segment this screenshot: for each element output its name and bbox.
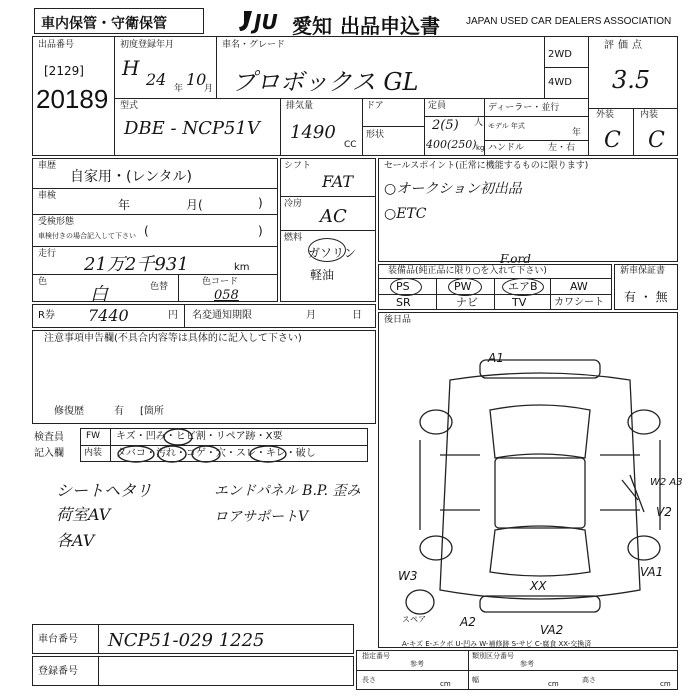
remark-right-1: エンドパネル B.P. 歪み: [214, 483, 361, 499]
diagram-mark-va1: VA1: [640, 565, 664, 579]
type-label: 型式: [120, 101, 139, 111]
capacity-value: 2(5): [432, 118, 459, 133]
storage-label-box: [34, 8, 204, 34]
repair-label: 修復歴: [54, 406, 84, 417]
size-length-label: 長さ: [362, 676, 376, 684]
fuel-diesel: 軽油: [310, 268, 335, 282]
chassis-label: 車台番号: [38, 634, 78, 645]
interior-label: 内装: [640, 110, 659, 120]
displacement-label: 排気量: [286, 101, 314, 111]
equipment-label: 装備品(純正品に限り○を入れて下さい): [388, 266, 547, 276]
recycle-value: 7440: [88, 306, 129, 325]
damage-legend: A-キズ E-エクボ U-凹み W-補修跡 S-サビ C-腐食 XX-交換済: [402, 640, 592, 648]
inspection-close: ): [258, 196, 263, 210]
recycle-label: R券: [38, 310, 55, 321]
shift-label: シフト: [284, 161, 312, 171]
rating-label: 評価点: [604, 40, 646, 51]
diagram-mark-w3: W3: [398, 569, 418, 583]
repair-suffix: [箇所: [140, 406, 164, 417]
equip-sr: SR: [396, 296, 411, 309]
wd2-label: 2WD: [548, 49, 572, 60]
registration-month-unit: 月: [204, 84, 214, 94]
handle-label: ハンドル: [488, 143, 525, 153]
remark-right-2: ロアサポートV: [214, 509, 309, 525]
postscript-label: 後日品: [384, 315, 412, 325]
size-width-unit: cm: [548, 680, 559, 688]
color-code-label: 色コード: [202, 277, 239, 287]
equip-pw: PW: [454, 280, 472, 293]
receipt-note: 車検付きの場合記入して下さい: [38, 232, 136, 240]
shift-value: FAT: [322, 172, 354, 191]
receipt-open: (: [144, 224, 149, 238]
model-label: 車名・グレード: [222, 40, 286, 50]
ju-logo: [238, 9, 290, 33]
history-label: 車歴: [38, 161, 57, 171]
recycle-unit: 円: [168, 310, 178, 321]
inspection-month-unit: 月(: [186, 198, 203, 212]
spec-label: 指定番号: [362, 652, 390, 660]
diagram-mark-a1: A1: [488, 351, 504, 365]
prefecture-title: 愛知: [292, 16, 332, 38]
inspector-row1-head: FW: [86, 431, 101, 441]
equip-pw-circle: [448, 278, 482, 296]
lot-number: 20189: [36, 84, 109, 114]
lot-label: 出品番号: [38, 40, 75, 50]
remark-left-3: 各AV: [56, 531, 95, 550]
displacement-unit: CC: [344, 140, 357, 150]
plate-label: 登録番号: [38, 666, 78, 677]
notice-label: 名変通知期限: [192, 310, 252, 321]
equip-leather-seat: カワシート: [554, 297, 604, 308]
inspector-label-bottom: 記入欄: [34, 448, 64, 459]
exterior-label: 外装: [596, 110, 615, 120]
notice-day: 日: [352, 310, 362, 321]
model-value: プロボックス GL: [232, 68, 419, 96]
equip-ps-circle: [390, 278, 422, 296]
diagram-mark-w2a3: W2 A3: [650, 477, 683, 488]
ju-logo-icon: [238, 9, 290, 33]
dealer-label: ディーラー・並行: [488, 103, 560, 113]
equip-tv: TV: [512, 296, 527, 309]
plate-row: [32, 656, 354, 686]
size-height-unit: cm: [660, 680, 671, 688]
equip-navi: ナビ: [456, 296, 478, 309]
size-width-label: 幅: [472, 676, 479, 684]
color-change-label: 色替: [150, 282, 169, 292]
registration-month: 10: [186, 70, 207, 89]
selling-point-1: ○オークション初出品: [384, 181, 522, 197]
warranty-options: 有 ・ 無: [624, 290, 668, 304]
mileage-unit: km: [234, 262, 250, 273]
selling-points-label: セールスポイント(正常に機能するものに限ります): [384, 161, 589, 171]
storage-label: 車内保管・守衛保管: [41, 16, 167, 32]
notes-label: 注意事項申告欄(不具合内容等は具体的に記入して下さい): [44, 333, 302, 344]
capacity-label: 定員: [428, 101, 447, 111]
doors-label: ドア: [366, 101, 384, 111]
mileage-value: 21万2千931: [84, 254, 189, 275]
inspector-row2: タバコ・汚れ・コゲ・穴・スレ・キレ・破し: [116, 448, 316, 459]
model-year-unit: 年: [572, 128, 582, 138]
inspector-label-top: 検査員: [34, 432, 64, 443]
notice-month: 月: [306, 310, 316, 321]
mileage-label: 走行: [38, 249, 57, 259]
color-code: 058: [214, 288, 239, 303]
inspection-label: 車検: [38, 191, 57, 201]
form-title: 出品申込書: [340, 16, 440, 38]
warranty-label: 新車保証書: [620, 266, 666, 276]
displacement-value: 1490: [290, 122, 336, 143]
inspector-row2-head: 内装: [84, 448, 103, 458]
fuel-label: 燃料: [284, 233, 303, 243]
inspection-year-unit: 年: [118, 198, 131, 212]
interior-grade: C: [648, 128, 665, 153]
diagram-mark-va2: VA2: [540, 623, 564, 637]
load-unit: kg: [476, 144, 485, 152]
inspector-circle-marks: [80, 428, 370, 464]
chassis-value: NCP51-029 1225: [108, 630, 265, 651]
aircon-value: AC: [320, 206, 347, 227]
selling-point-2: ○ETC: [384, 206, 427, 222]
class-label: 類別区分番号: [472, 652, 514, 660]
color-value: 白: [90, 284, 108, 305]
equip-airbag: エアB: [508, 280, 538, 293]
capacity-unit: 人: [474, 118, 484, 128]
equip-ps: PS: [396, 280, 410, 293]
remark-left-1: シートヘタリ: [56, 481, 153, 500]
fuel-gasoline: ガソリン: [308, 246, 357, 260]
exterior-grade: C: [604, 128, 621, 153]
aircon-label: 冷房: [284, 199, 303, 209]
registration-year: 24: [146, 70, 167, 89]
diagram-mark-a2: A2: [460, 615, 476, 629]
shape-label: 形状: [366, 130, 385, 140]
size-length-unit: cm: [440, 680, 451, 688]
equipment-handwritten: F.ord: [500, 252, 531, 266]
equip-airbag-circle: [502, 278, 544, 296]
spec-ref: 参考: [410, 660, 424, 668]
spare-label: スペア: [402, 615, 426, 624]
type-value: DBE - NCP51V: [124, 118, 260, 139]
fuel-circle-mark: [308, 238, 346, 262]
load-value: 400(250): [426, 138, 477, 151]
registration-era: H: [122, 56, 140, 80]
class-ref: 参考: [520, 660, 534, 668]
registration-label: 初度登録年月: [120, 40, 175, 50]
receipt-label: 受検形態: [38, 217, 75, 227]
ju-logo-text: JU: [254, 10, 278, 34]
size-height-label: 高さ: [582, 676, 596, 684]
diagram-mark-v2: V2: [656, 505, 672, 519]
repair-value: 有: [114, 406, 124, 417]
association-name: JAPAN USED CAR DEALERS ASSOCIATION: [466, 16, 672, 27]
equip-aw: AW: [570, 280, 588, 293]
remark-left-2: 荷室AV: [56, 505, 111, 524]
model-year-label: モデル 年式: [488, 122, 525, 130]
handle-options: 左・右: [548, 143, 576, 153]
history-value: 自家用・(レンタル): [70, 169, 193, 185]
inspector-row1: キズ・凹み・ヒビ割・リペア跡・X要: [116, 431, 283, 442]
diagram-mark-xx: XX: [530, 579, 547, 593]
wd4-label: 4WD: [548, 77, 572, 88]
receipt-close: ): [258, 224, 263, 238]
rating-score: 3.5: [612, 66, 651, 94]
color-label: 色: [38, 277, 48, 287]
lot-sub-number: [2129]: [44, 64, 84, 78]
registration-year-unit: 年: [174, 84, 184, 94]
car-damage-diagram: [380, 340, 683, 640]
